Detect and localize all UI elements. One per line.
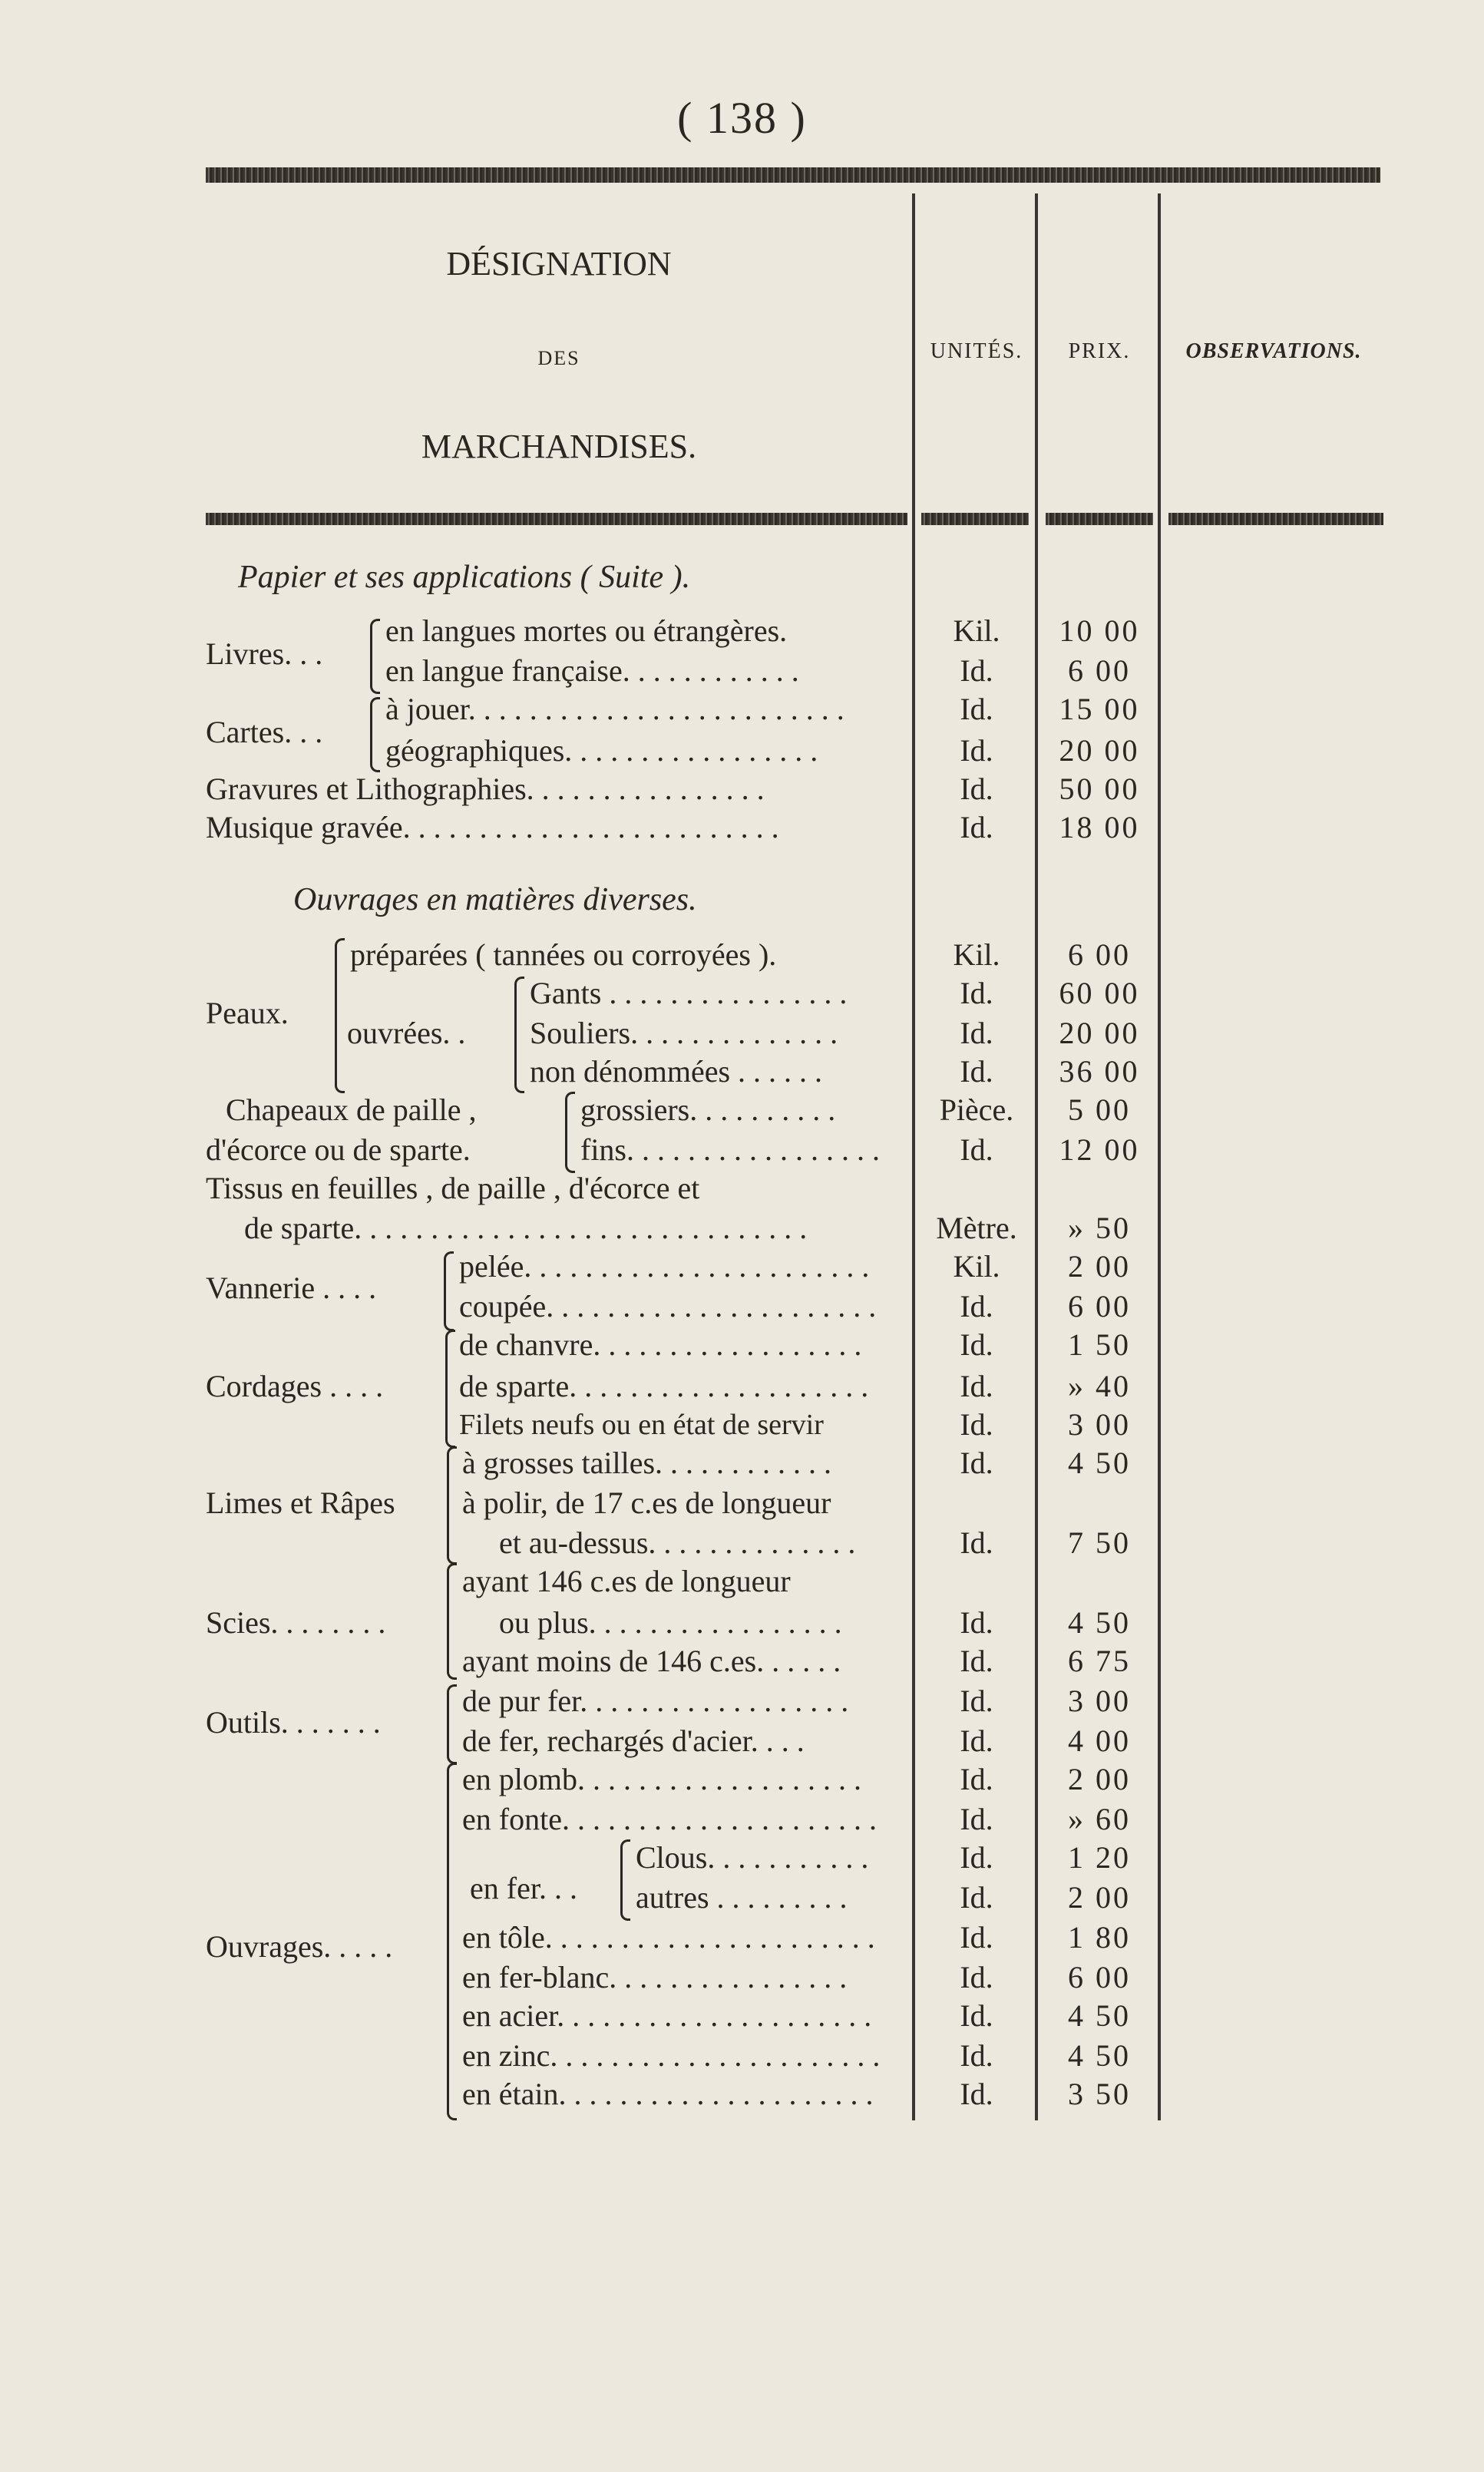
row-unit: Mètre.: [936, 1211, 1017, 1245]
row-unit: Id.: [960, 1407, 993, 1442]
header-des: DES: [537, 347, 580, 369]
brace-peaux: [335, 938, 345, 1093]
row-label: en tôle. . . . . . . . . . . . . . . . . . . . . .: [462, 1920, 875, 1955]
row-price: 4 50: [1068, 1446, 1131, 1480]
row-price: 6 00: [1068, 1289, 1131, 1324]
row-price: 12 00: [1059, 1132, 1140, 1167]
group-vannerie: Vannerie . . . .: [206, 1271, 377, 1305]
group-cordages: Cordages . . . .: [206, 1369, 384, 1403]
row-label: ou plus. . . . . . . . . . . . . . . . .: [499, 1605, 842, 1640]
row-label: Clous. . . . . . . . . . .: [636, 1840, 869, 1875]
row-price: 20 00: [1059, 1016, 1140, 1050]
row-label: en langue française. . . . . . . . . . . .: [385, 653, 799, 688]
brace-ouvrages: [447, 1763, 457, 2120]
brace-limes: [447, 1446, 457, 1565]
row-price: 4 50: [1068, 2038, 1131, 2073]
row-price: 1 50: [1068, 1327, 1131, 1362]
row-unit: Id.: [960, 1960, 993, 1994]
row-unit: Id.: [960, 1840, 993, 1875]
column-divider-1: [912, 193, 915, 2120]
group-en-fer: en fer. . .: [470, 1871, 577, 1905]
row-label: Souliers. . . . . . . . . . . . . .: [530, 1016, 838, 1050]
row-price: 5 00: [1068, 1092, 1131, 1127]
row-unit: Id.: [960, 1016, 993, 1050]
row-unit: Id.: [960, 1327, 993, 1362]
row-price: 3 50: [1068, 2077, 1131, 2111]
row-label: en fer-blanc. . . . . . . . . . . . . . . .: [462, 1960, 848, 1994]
top-rule: [206, 167, 1380, 183]
row-price: 4 00: [1068, 1723, 1131, 1758]
row-price: 20 00: [1059, 733, 1140, 768]
row-unit: Id.: [960, 976, 993, 1010]
group-limes: Limes et Râpes: [206, 1486, 395, 1520]
row-price: 60 00: [1059, 976, 1140, 1010]
brace-outils: [447, 1684, 457, 1764]
row-label: en acier. . . . . . . . . . . . . . . . . . . . .: [462, 1998, 872, 2033]
row-label: à polir, de 17 c.es de longueur: [462, 1486, 831, 1520]
row-unit: Id.: [960, 1525, 993, 1560]
brace-livres: [370, 619, 380, 694]
group-chapeaux-1: Chapeaux de paille ,: [226, 1092, 477, 1127]
row-label: Gravures et Lithographies. . . . . . . . . . . . . . . .: [206, 772, 765, 806]
row-price: » 40: [1068, 1369, 1131, 1403]
row-label: ayant 146 c.es de longueur: [462, 1564, 791, 1598]
row-unit: Id.: [960, 653, 993, 688]
brace-ouvrees: [514, 977, 524, 1093]
row-price: 3 00: [1068, 1684, 1131, 1718]
header-rule-prix: [1046, 513, 1153, 525]
row-label: de chanvre. . . . . . . . . . . . . . . . . .: [459, 1327, 862, 1362]
row-label: géographiques. . . . . . . . . . . . . . . . .: [385, 733, 818, 768]
header-prix: PRIX.: [1068, 339, 1131, 363]
row-unit: Id.: [960, 1762, 993, 1796]
row-price: 7 50: [1068, 1525, 1131, 1560]
brace-cordages: [445, 1330, 455, 1448]
header-designation: DÉSIGNATION: [446, 245, 672, 283]
row-label: de fer, rechargés d'acier. . . .: [462, 1723, 805, 1758]
row-label: Gants . . . . . . . . . . . . . . . .: [530, 976, 848, 1010]
row-unit: Id.: [960, 1920, 993, 1955]
row-unit: Id.: [960, 810, 993, 844]
row-label: de sparte. . . . . . . . . . . . . . . . . . . .: [459, 1369, 869, 1403]
brace-en-fer: [620, 1839, 630, 1921]
row-label: coupée. . . . . . . . . . . . . . . . . . . . . .: [459, 1289, 877, 1324]
group-cartes: Cartes. . .: [206, 715, 323, 749]
row-price: 6 75: [1068, 1644, 1131, 1678]
row-label: ayant moins de 146 c.es. . . . . .: [462, 1644, 841, 1678]
row-label: et au-dessus. . . . . . . . . . . . . .: [499, 1525, 856, 1560]
row-label: à grosses tailles. . . . . . . . . . . .: [462, 1446, 832, 1480]
row-unit: Kil.: [953, 1249, 1000, 1284]
row-label: en fonte. . . . . . . . . . . . . . . . . . . . .: [462, 1802, 877, 1836]
row-label: préparées ( tannées ou corroyées ).: [350, 937, 777, 972]
row-unit: Id.: [960, 1132, 993, 1167]
row-unit: Id.: [960, 2077, 993, 2111]
row-price: 1 80: [1068, 1920, 1131, 1955]
row-price: 10 00: [1059, 613, 1140, 648]
group-scies: Scies. . . . . . . .: [206, 1605, 386, 1640]
row-price: 4 50: [1068, 1605, 1131, 1640]
row-price: 2 00: [1068, 1880, 1131, 1915]
section-papier: Papier et ses applications ( Suite ).: [238, 560, 691, 595]
row-price: 1 20: [1068, 1840, 1131, 1875]
brace-chapeaux: [565, 1092, 575, 1173]
header-unites: UNITÉS.: [930, 339, 1023, 363]
row-price: 6 00: [1068, 937, 1131, 972]
row-unit: Pièce.: [939, 1092, 1014, 1127]
row-label: en zinc. . . . . . . . . . . . . . . . . . . . . .: [462, 2038, 881, 2073]
row-label: en plomb. . . . . . . . . . . . . . . . . . .: [462, 1762, 861, 1796]
group-livres: Livres. . .: [206, 636, 323, 671]
group-ouvrees: ouvrées. .: [347, 1016, 466, 1050]
row-price: 15 00: [1059, 692, 1140, 726]
section-ouvrages-divers: Ouvrages en matières diverses.: [293, 882, 697, 917]
row-label: de pur fer. . . . . . . . . . . . . . . . . .: [462, 1684, 849, 1718]
group-outils: Outils. . . . . . .: [206, 1705, 381, 1740]
header-rule-unites: [921, 513, 1029, 525]
row-label: en langues mortes ou étrangères.: [385, 613, 788, 648]
row-label: grossiers. . . . . . . . . .: [580, 1092, 836, 1127]
row-price: 50 00: [1059, 772, 1140, 806]
header-marchandises: MARCHANDISES.: [421, 428, 697, 465]
row-label: en étain. . . . . . . . . . . . . . . . . . . . .: [462, 2077, 874, 2111]
row-unit: Id.: [960, 1644, 993, 1678]
brace-cartes: [370, 697, 380, 772]
row-price: 6 00: [1068, 1960, 1131, 1994]
group-chapeaux-2: d'écorce ou de sparte.: [206, 1132, 471, 1167]
row-price: 18 00: [1059, 810, 1140, 844]
header-rule-designation: [206, 513, 907, 525]
row-unit: Kil.: [953, 613, 1000, 648]
row-unit: Id.: [960, 772, 993, 806]
row-label: Tissus en feuilles , de paille , d'écorce et: [206, 1171, 700, 1205]
row-unit: Id.: [960, 2038, 993, 2073]
row-unit: Id.: [960, 1446, 993, 1480]
row-price: » 50: [1068, 1211, 1131, 1245]
row-label: Musique gravée. . . . . . . . . . . . . . . . . . . . . . . . .: [206, 810, 779, 844]
row-price: 2 00: [1068, 1762, 1131, 1796]
row-price: 6 00: [1068, 653, 1131, 688]
row-unit: Id.: [960, 1054, 993, 1089]
row-unit: Id.: [960, 1369, 993, 1403]
row-label: fins. . . . . . . . . . . . . . . . .: [580, 1132, 880, 1167]
row-label: Filets neufs ou en état de servir: [459, 1409, 824, 1441]
row-label: de sparte. . . . . . . . . . . . . . . . . . . . . . . . . . . . . .: [244, 1211, 808, 1245]
row-unit: Id.: [960, 733, 993, 768]
row-price: 36 00: [1059, 1054, 1140, 1089]
row-unit: Id.: [960, 1289, 993, 1324]
row-label: à jouer. . . . . . . . . . . . . . . . . . . . . . . . .: [385, 692, 844, 726]
row-unit: Id.: [960, 692, 993, 726]
header-rule-observations: [1168, 513, 1383, 525]
page-number: ( 138 ): [677, 93, 807, 143]
row-price: 2 00: [1068, 1249, 1131, 1284]
row-label: autres . . . . . . . . .: [636, 1880, 848, 1915]
row-unit: Id.: [960, 1998, 993, 2033]
row-price: » 60: [1068, 1802, 1131, 1836]
row-price: 4 50: [1068, 1998, 1131, 2033]
row-unit: Id.: [960, 1723, 993, 1758]
brace-vannerie: [444, 1251, 454, 1331]
row-unit: Id.: [960, 1880, 993, 1915]
brace-scies: [447, 1563, 457, 1680]
row-label: pelée. . . . . . . . . . . . . . . . . . . . . . .: [459, 1249, 870, 1284]
row-label: non dénommées . . . . . .: [530, 1054, 823, 1089]
row-unit: Id.: [960, 1684, 993, 1718]
row-unit: Kil.: [953, 937, 1000, 972]
group-peaux: Peaux.: [206, 996, 289, 1030]
group-ouvrages: Ouvrages. . . . .: [206, 1929, 393, 1964]
row-price: 3 00: [1068, 1407, 1131, 1442]
row-unit: Id.: [960, 1802, 993, 1836]
header-observations: OBSERVATIONS.: [1185, 339, 1362, 363]
row-unit: Id.: [960, 1605, 993, 1640]
